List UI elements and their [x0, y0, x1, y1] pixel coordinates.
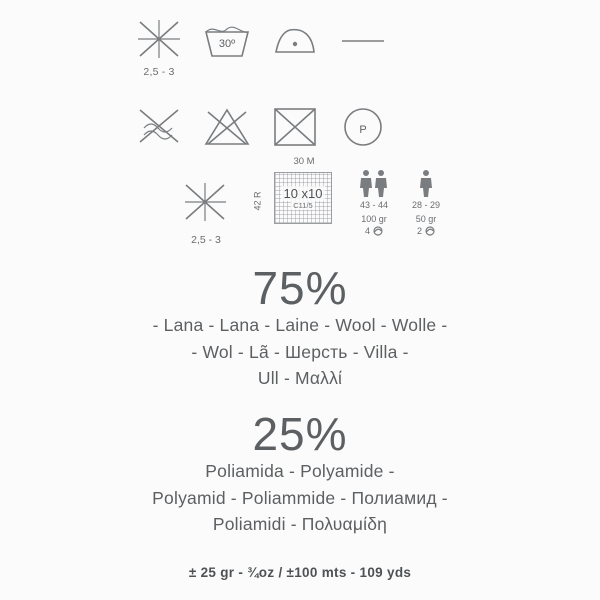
knitting-needles-crossed-icon [180, 179, 232, 229]
composition-wool [0, 264, 600, 391]
wash-symbol [198, 8, 256, 74]
gauge-swatch-code: C11/5 [293, 201, 313, 210]
flat-dry-symbol [334, 8, 392, 74]
child-balls-count: 2 [416, 226, 422, 236]
gauge-swatch-box [274, 172, 332, 224]
gauge-needles-symbol [178, 168, 234, 246]
wool-names-line-2: - Wol - Lã - Шерсть - Villa - [191, 341, 409, 362]
child-icon [416, 168, 436, 198]
crochet-hook-crossed-icon [132, 102, 186, 152]
svg-text:P: P [359, 124, 367, 136]
care-symbol-row-1 [130, 8, 470, 78]
child-weight: 50 gr [415, 214, 437, 224]
polyamide-names-line-2: Polyamid - Poliammide - Полиамид - [152, 487, 448, 508]
gauge-rows [240, 168, 262, 240]
weight-length-footer: ± 25 gr - ¾oz / ±100 mts - 109 yds [188, 565, 412, 580]
polyamide-names-line-3: Poliamidi - Πολυαμίδη [212, 513, 388, 534]
care-symbol-grid [130, 8, 470, 160]
child-balls [417, 226, 435, 236]
gauge-swatch [268, 156, 340, 240]
crochet-symbol [130, 94, 188, 160]
square-crossed-icon [268, 103, 322, 151]
child-quantity [400, 168, 452, 242]
adult-balls-count: 4 [364, 226, 370, 236]
gauge-stitches-label: 30 M [293, 156, 315, 167]
wool-percent: 75% [252, 262, 348, 314]
tumble-dry-symbol [266, 94, 324, 160]
wash-tub-30-icon [200, 18, 254, 64]
gauge-swatch-size: 10 x10 [283, 186, 323, 201]
care-symbol-row-2 [130, 94, 470, 160]
child-sizes: 28 - 29 [411, 200, 441, 210]
gauge-rows-label: 42 R [252, 191, 263, 211]
adult-quantity [348, 168, 400, 242]
polyamide-percent: 25% [252, 408, 348, 460]
adult-sizes: 43 - 44 [359, 200, 389, 210]
wool-names-line-1: - Lana - Lana - Laine - Wool - Wolle - [152, 315, 448, 336]
gauge-info-row [178, 156, 452, 246]
svg-text:30º: 30º [218, 38, 236, 50]
dry-clean-symbol [334, 94, 392, 160]
gauge-needles-caption: 2,5 - 3 [191, 234, 221, 246]
polyamide-names-line-1: Poliamida - Polyamide - [205, 461, 395, 482]
iron-one-dot-icon [268, 20, 322, 62]
bleach-symbol [198, 94, 256, 160]
knitting-needles-crossed-icon [132, 16, 186, 66]
circle-p-icon [336, 103, 390, 151]
flat-dry-bar-icon [336, 20, 390, 62]
iron-symbol [266, 8, 324, 74]
needles-size-caption: 2,5 - 3 [143, 66, 175, 78]
adult-balls [365, 226, 383, 236]
needles-size-symbol [130, 8, 188, 78]
triangle-crossed-icon [200, 104, 254, 150]
adult-pair-icon [357, 168, 391, 198]
composition-polyamide [0, 410, 600, 537]
wool-names-line-3: Ull - Μαλλί [257, 367, 343, 388]
yarn-ball-icon [373, 226, 383, 236]
adult-weight: 100 gr [361, 214, 387, 224]
yarn-ball-icon [425, 226, 435, 236]
